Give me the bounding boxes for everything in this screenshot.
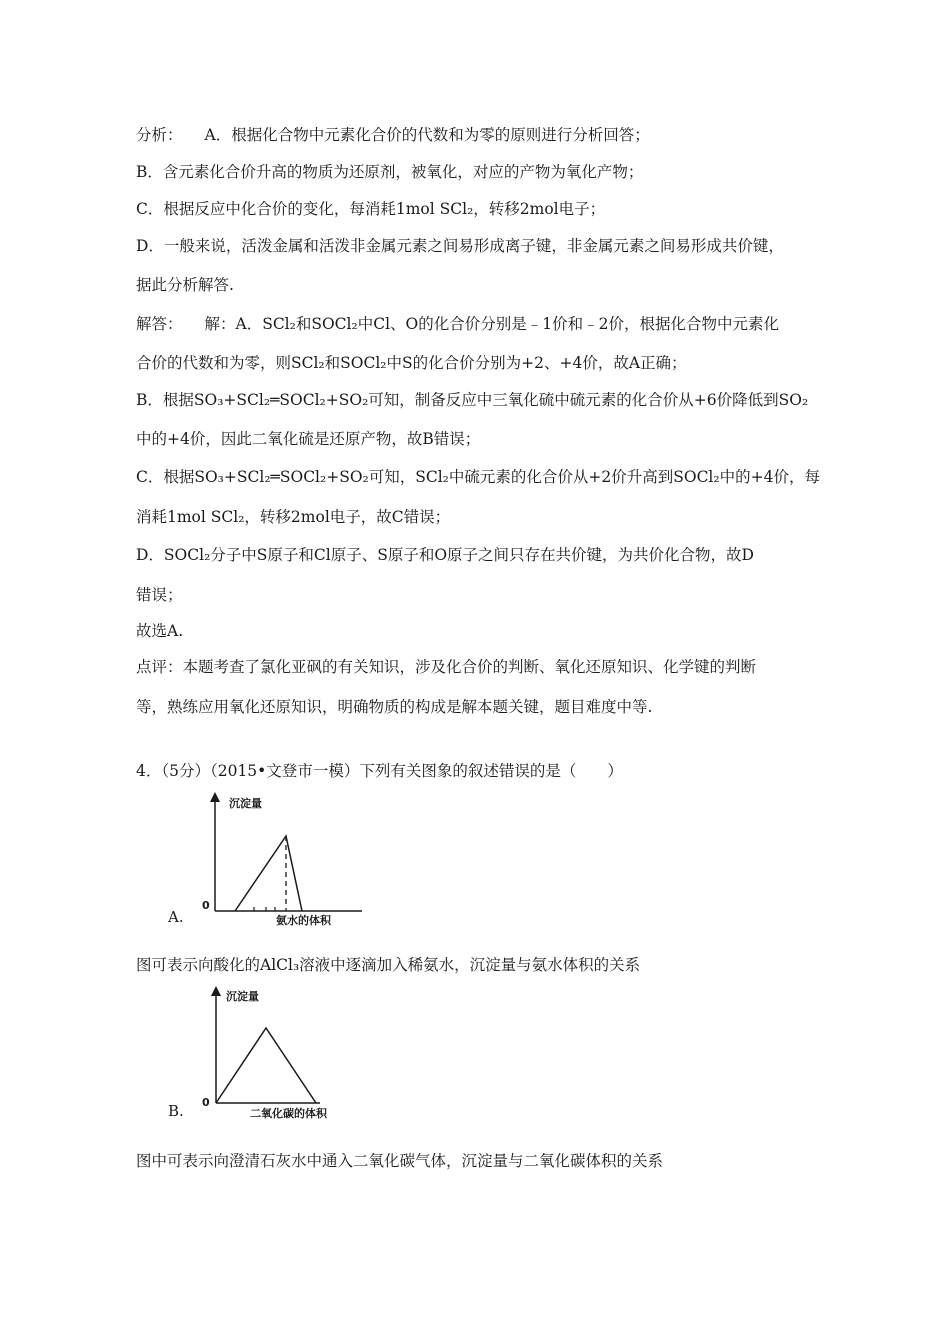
answer-line-4: 中的+4价，因此二氧化硫是还原产物，故B错误；	[136, 430, 481, 448]
x-axis-label: 氨水的体积	[276, 914, 331, 927]
comment-line-2: 等，熟练应用氧化还原知识，明确物质的构成是解本题关键，题目难度中等.	[136, 698, 653, 716]
comment-line-1: 点评：本题考查了氯化亚砜的有关知识，涉及化合价的判断、氧化还原知识、化学键的判断	[136, 658, 757, 676]
y-axis-label: 沉淀量	[226, 990, 259, 1003]
y-axis-label: 沉淀量	[229, 797, 262, 810]
figure-b	[198, 986, 358, 1120]
answer-line-9: 故选A.	[136, 622, 184, 640]
answer-line-2: 合价的代数和为零，则SCl₂和SOCl₂中S的化合价分别为+2、+4价，故A正确；	[136, 354, 687, 372]
origin-label: 0	[202, 1096, 210, 1109]
option-a-letter: A.	[168, 908, 184, 926]
analysis-line-3: C．根据反应中化合价的变化，每消耗1mol SCl₂，转移2mol电子；	[136, 200, 606, 218]
answer-line-3: B．根据SO₃+SCl₂═SOCl₂+SO₂可知，制备反应中三氧化硫中硫元素的化合价从+6价降低到SO₂	[136, 391, 809, 409]
answer-line-5: C．根据SO₃+SCl₂═SOCl₂+SO₂可知，SCl₂中硫元素的化合价从+2价升高到SOCl₂中的+4价，每	[136, 468, 820, 486]
analysis-line-4: D．一般来说，活泼金属和活泼非金属元素之间易形成离子键，非金属元素之间易形成共价键，	[136, 237, 784, 255]
option-b-letter: B.	[168, 1102, 184, 1120]
analysis-line-1	[136, 124, 650, 146]
option-a-description: 图可表示向酸化的AlCl₃溶液中逐滴加入稀氨水，沉淀量与氨水体积的关系	[136, 956, 641, 974]
answer-line-1	[136, 313, 779, 335]
analysis-line-5: 据此分析解答.	[136, 276, 234, 294]
question-stem: 4．（5分）（2015•文登市一模）下列有关图象的叙述错误的是（ ）	[136, 762, 623, 780]
answer-line-7: D．SOCl₂分子中S原子和Cl原子、S原子和O原子之间只存在共价键，为共价化合物，故D	[136, 546, 754, 564]
answer-label: 解答：	[136, 315, 183, 333]
x-axis-label: 二氧化碳的体积	[250, 1107, 327, 1120]
figure-a	[196, 792, 366, 928]
analysis-label: 分析：	[136, 126, 183, 144]
option-b-description: 图中可表示向澄清石灰水中通入二氧化碳气体，沉淀量与二氧化碳体积的关系	[136, 1152, 664, 1170]
precipitate-curve	[216, 1028, 316, 1103]
precipitate-curve	[235, 836, 302, 911]
answer-line-6: 消耗1mol SCl₂，转移2mol电子，故C错误；	[136, 508, 451, 526]
origin-label: 0	[202, 899, 210, 912]
analysis-text: A．根据化合物中元素化合价的代数和为零的原则进行分析回答；	[204, 126, 650, 144]
answer-line-8: 错误；	[136, 586, 183, 604]
answer-text: 解：A．SCl₂和SOCl₂中Cl、O的化合价分别是﹣1价和﹣2价，根据化合物中元素化	[204, 315, 779, 333]
analysis-line-2: B．含元素化合价升高的物质为还原剂，被氧化，对应的产物为氧化产物；	[136, 163, 644, 181]
